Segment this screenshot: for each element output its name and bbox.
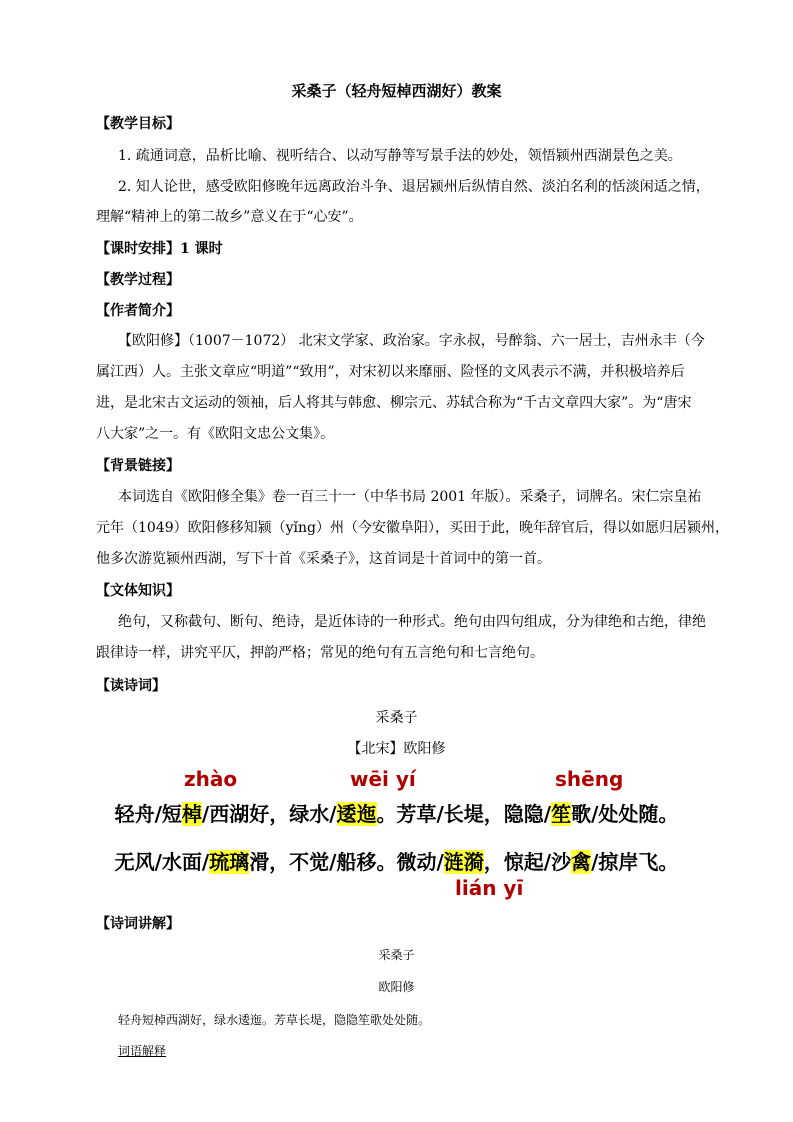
goal-item-1: 1. 疏通词意，品析比喻、视听结合、以动写静等写景手法的妙处，领悟颍州西湖景色之美。: [118, 148, 682, 164]
highlighted-char: 禽: [571, 850, 592, 874]
highlighted-word: 逶迤: [336, 802, 377, 826]
genre-line-2: 跟律诗一样，讲究平仄，押韵严格；常见的绝句有五言绝句和七言绝句。: [96, 645, 544, 661]
goal-item-2-line2: 理解“精神上的第二故乡”意义在于“心安”。: [96, 209, 363, 225]
pinyin-zhao: zhào: [184, 767, 238, 791]
section-heading-explanation: 【诗词讲解】: [96, 916, 180, 932]
section-heading-process: 【教学过程】: [96, 272, 180, 288]
poem-text: /掠岸飞。: [591, 850, 679, 874]
pinyin-lian-yi: lián yī: [455, 876, 524, 900]
poem-text: 轻舟/短: [114, 802, 182, 826]
author-line-4: 八大家”之一。有《欧阳文忠公文集》。: [96, 426, 335, 442]
goal-item-2-line1: 2. 知人论世，感受欧阳修晚年远离政治斗争、退居颍州后纵情自然、淡泊名利的恬淡闲适之情，: [118, 179, 710, 195]
highlighted-char: 笙: [551, 802, 572, 826]
author-line-1: 【欧阳修】（1007－1072） 北宋文学家、政治家。字永叔，号醉翁、六一居士，吉州永丰（今: [118, 333, 705, 349]
background-line-2: 元年（1049）欧阳修移知颍（yǐng）州（今安徽阜阳），买田于此，晚年辞官后，得以如愿归居颍州，: [96, 520, 729, 536]
vocab-explanation-link: 词语解释: [118, 1044, 167, 1058]
explanation-poem-author: 欧阳修: [378, 980, 415, 994]
poem-text: 歌/处处随。: [571, 802, 679, 826]
poem-line-2: [0, 846, 793, 875]
highlighted-word: 琉璃: [209, 850, 250, 874]
section-heading-reading: 【读诗词】: [96, 678, 166, 694]
pinyin-wei-yi: wēi yí: [350, 767, 416, 791]
author-line-3: 进，是北宋古文运动的领袖，后人将其与韩愈、柳宗元、苏轼合称为“千古文章四大家”。为“唐宋: [96, 395, 692, 411]
section-heading-background: 【背景链接】: [96, 458, 180, 474]
background-line-1: 本词选自《欧阳修全集》卷一百三十一（中华书局 2001 年版）。采桑子，词牌名。宋仁宗皇祐: [118, 489, 702, 505]
explanation-poem-title: 采桑子: [378, 948, 415, 962]
highlighted-word: 涟漪: [443, 850, 484, 874]
poem-text: /西湖好，绿水/: [201, 802, 337, 826]
poem-text: 滑，不觉/船移。微动/: [249, 850, 444, 874]
section-heading-goals: 【教学目标】: [96, 116, 180, 132]
section-heading-genre: 【文体知识】: [96, 583, 180, 599]
section-heading-schedule: 【课时安排】1 课时: [96, 241, 223, 257]
author-line-2: 属江西）人。主张文章应“明道”“致用”，对宋初以来靡丽、险怪的文风表示不满，并积极培养后: [96, 364, 685, 380]
pinyin-sheng: shēng: [555, 767, 624, 791]
poem-line-1: [0, 798, 793, 827]
genre-line-1: 绝句，又称截句、断句、绝诗，是近体诗的一种形式。绝句由四句组成，分为律绝和古绝，律绝: [118, 614, 706, 630]
poem-text: ，惊起/沙: [483, 850, 572, 874]
poem-author: 【北宋】欧阳修: [347, 741, 446, 757]
section-heading-author: 【作者简介】: [96, 303, 180, 319]
explanation-poem-line: 轻舟短棹西湖好，绿水逶迤。芳草长堤，隐隐笙歌处处随。: [118, 1013, 431, 1027]
poem-title: 采桑子: [375, 710, 418, 726]
poem-text: 。芳草/长堤，隐隐/: [376, 802, 552, 826]
background-line-3: 他多次游览颍州西湖，写下十首《采桑子》，这首词是十首词中的第一首。: [96, 551, 551, 567]
poem-text: 无风/水面/: [114, 850, 210, 874]
page-title: 采桑子（轻舟短棹西湖好）教案: [291, 82, 502, 100]
highlighted-char: 棹: [181, 802, 202, 826]
